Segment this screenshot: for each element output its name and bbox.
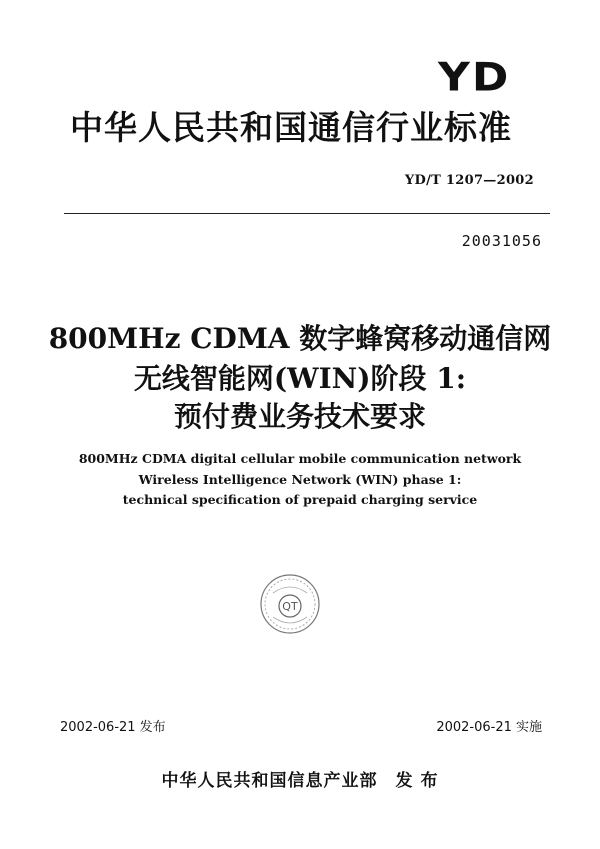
chinese-title-line-3: 预付费业务技术要求 bbox=[173, 400, 426, 433]
english-title-line-3: technical specification of prepaid charging service bbox=[122, 492, 478, 507]
english-title-line-2: Wireless Intelligence Network (WIN) phase 1: bbox=[138, 472, 462, 487]
issuer-suffix: 发 布 bbox=[395, 771, 439, 791]
stamp-text: QT bbox=[282, 600, 298, 613]
standard-category-title: 中华人民共和国通信行业标准 bbox=[70, 108, 512, 147]
yd-logo: YD bbox=[438, 54, 511, 101]
implementation-date: 2002-06-21 实施 bbox=[436, 720, 542, 735]
standard-number: YD/T 1207—2002 bbox=[404, 173, 534, 188]
issue-date: 2002-06-21 发布 bbox=[60, 720, 166, 735]
document-code: 20031056 bbox=[461, 232, 542, 250]
library-stamp-icon bbox=[259, 573, 321, 635]
issuer-name: 中华人民共和国信息产业部 bbox=[161, 771, 378, 791]
chinese-title-line-2: 无线智能网(WIN)阶段 1: bbox=[133, 362, 467, 395]
chinese-title-line-1: 800MHz CDMA 数字蜂窝移动通信网 bbox=[48, 322, 552, 355]
header-divider bbox=[64, 213, 550, 214]
issuing-authority bbox=[140, 766, 460, 791]
english-title-line-1: 800MHz CDMA digital cellular mobile communication network bbox=[78, 451, 522, 466]
